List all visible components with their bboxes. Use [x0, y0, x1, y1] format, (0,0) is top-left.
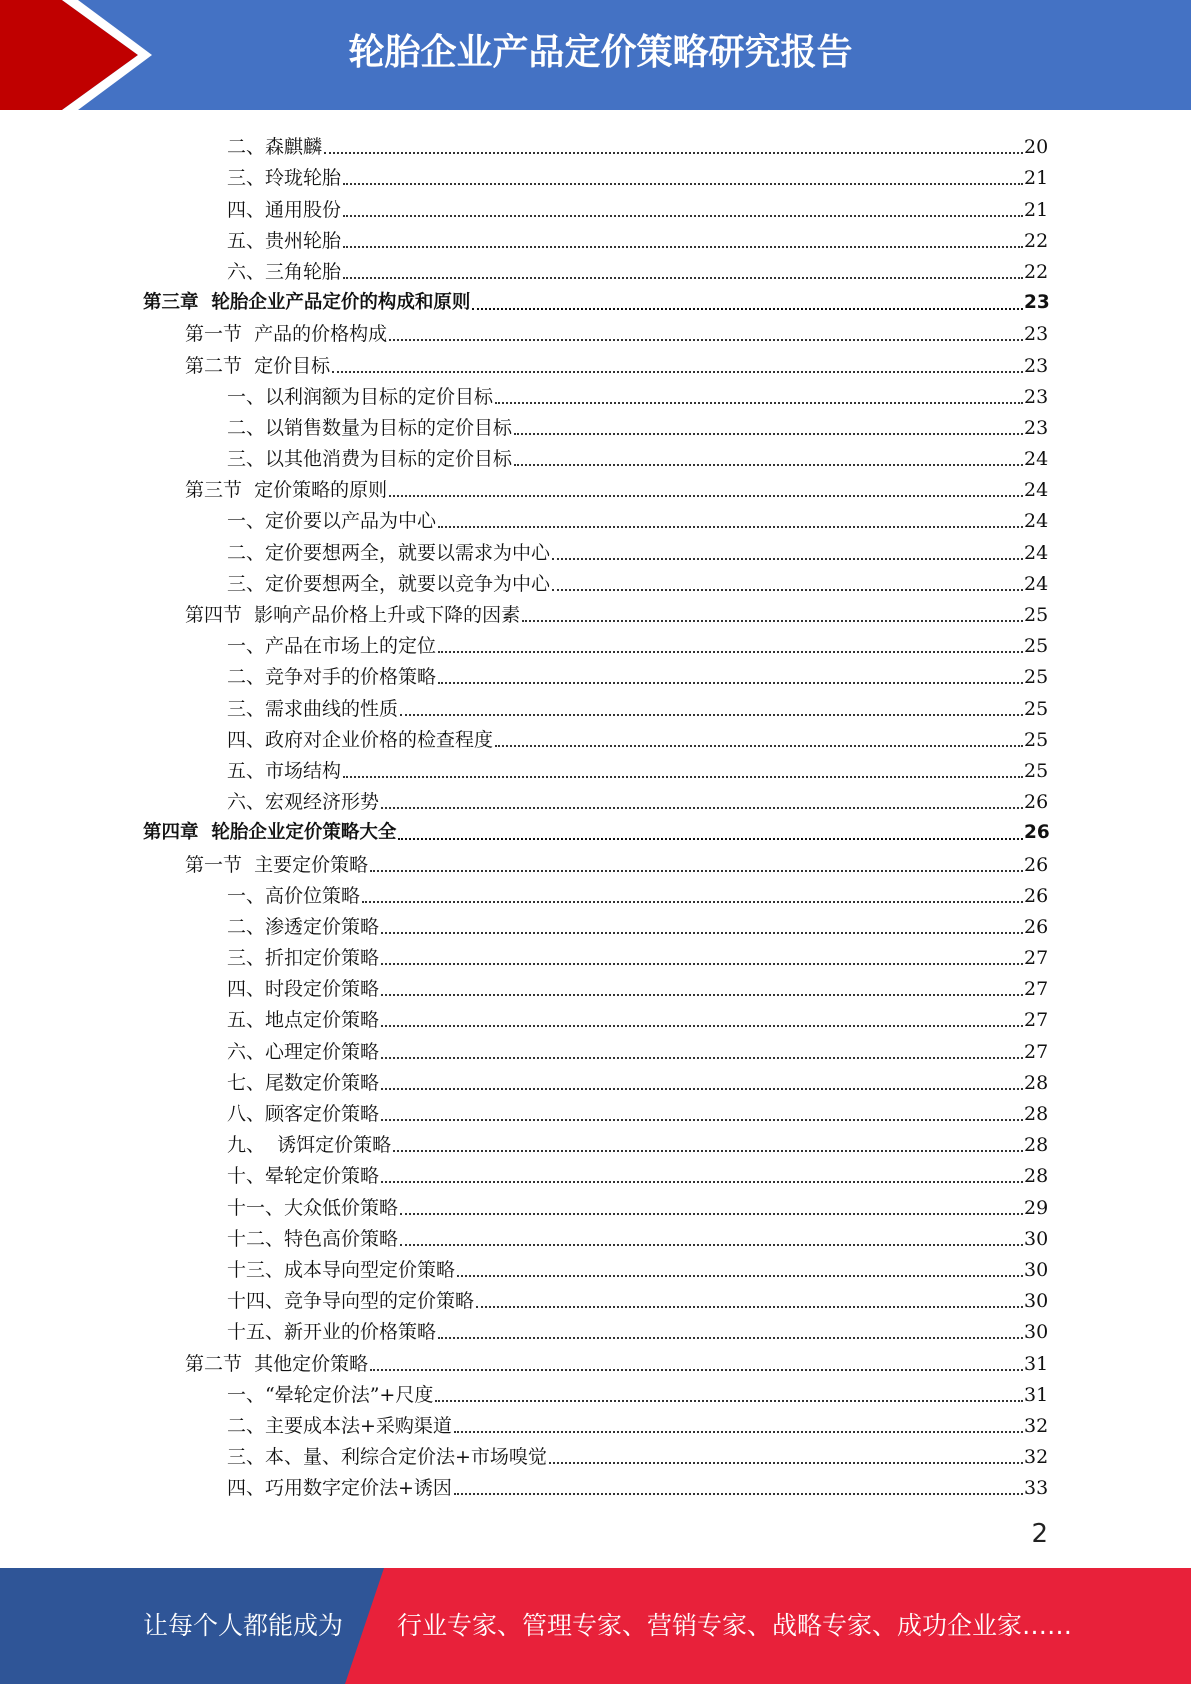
dot-leader: [435, 1400, 1023, 1402]
toc-entry-page: 28: [1024, 1165, 1049, 1188]
page-header: [0, 0, 1191, 110]
toc-entry-page: 26: [1024, 822, 1050, 844]
toc-entry-title: 一、高价位策略: [227, 884, 361, 907]
dot-leader: [472, 308, 1023, 310]
toc-item-entry[interactable]: [0, 1095, 1191, 1126]
toc-item-entry[interactable]: [0, 1313, 1191, 1344]
footer-slogan-left: 让每个人都能成为: [143, 1611, 344, 1640]
dot-leader: [552, 589, 1023, 591]
toc-entry-title: 三、需求曲线的性质: [227, 697, 399, 720]
toc-entry-title: 第二节 其他定价策略: [185, 1352, 369, 1375]
toc-item-entry[interactable]: [0, 783, 1191, 814]
table-of-contents: [0, 128, 1191, 1500]
toc-entry-title: 二、竞争对手的价格策略: [227, 666, 437, 689]
toc-entry-title: 二、定价要想两全，就要以需求为中心: [227, 541, 551, 564]
toc-entry-page: 32: [1024, 1414, 1049, 1437]
toc-item-entry[interactable]: [0, 222, 1191, 253]
dot-leader: [343, 215, 1023, 217]
dot-leader: [438, 682, 1023, 684]
dot-leader: [398, 838, 1023, 840]
toc-item-entry[interactable]: [0, 1220, 1191, 1251]
report-title: 轮胎企业产品定价策略研究报告: [348, 32, 853, 73]
toc-entry-page: 21: [1024, 198, 1049, 221]
toc-entry-title: 三、玲珑轮胎: [227, 167, 342, 190]
toc-entry-title: 二、森麒麟: [227, 136, 323, 159]
toc-entry-title: 四、时段定价策略: [227, 978, 380, 1001]
toc-entry-page: 28: [1024, 1103, 1049, 1125]
dot-leader: [370, 870, 1023, 872]
dot-leader: [381, 1025, 1023, 1027]
toc-entry-page: 26: [1024, 884, 1049, 907]
page-number: 2: [1031, 1519, 1048, 1549]
toc-entry-title: 第四节 影响产品价格上升或下降的因素: [185, 604, 521, 626]
dot-leader: [381, 1119, 1023, 1121]
dot-leader: [438, 526, 1023, 528]
dot-leader: [514, 433, 1023, 435]
dot-leader: [381, 1181, 1023, 1183]
toc-entry-title: 第二节 定价目标: [185, 354, 331, 377]
toc-entry-page: 25: [1024, 728, 1049, 751]
toc-entry-page: 21: [1024, 167, 1049, 190]
toc-entry-title: 六、三角轮胎: [227, 260, 342, 283]
toc-entry-page: 23: [1024, 323, 1049, 346]
toc-entry-page: 26: [1024, 853, 1049, 876]
dot-leader: [400, 1244, 1023, 1246]
toc-item-entry[interactable]: [0, 627, 1191, 658]
toc-entry-title: 六、心理定价策略: [227, 1040, 380, 1063]
toc-entry-title: 十一、大众低价策略: [227, 1196, 399, 1219]
dot-leader: [381, 994, 1023, 996]
toc-entry-page: 20: [1024, 136, 1049, 159]
toc-entry-title: 十、晕轮定价策略: [227, 1165, 380, 1188]
toc-item-entry[interactable]: [0, 752, 1191, 783]
toc-entry-page: 23: [1024, 385, 1049, 408]
toc-item-entry[interactable]: [0, 159, 1191, 190]
toc-item-entry[interactable]: [0, 502, 1191, 533]
toc-entry-page: 27: [1024, 978, 1049, 1001]
toc-entry-page: 30: [1024, 1258, 1049, 1281]
toc-entry-title: 十二、特色高价策略: [227, 1227, 399, 1250]
toc-entry-page: 30: [1024, 1290, 1049, 1313]
dot-leader: [362, 901, 1023, 903]
toc-entry-title: 三、定价要想两全，就要以竞争为中心: [227, 572, 551, 595]
toc-entry-page: 31: [1024, 1352, 1049, 1375]
toc-item-entry[interactable]: [0, 1469, 1191, 1500]
dot-leader: [514, 464, 1023, 466]
toc-entry-title: 三、折扣定价策略: [227, 947, 380, 970]
toc-entry-title: 十四、竞争导向型的定价策略: [227, 1290, 475, 1313]
toc-item-entry[interactable]: [0, 908, 1191, 939]
toc-entry-title: 十三、成本导向型定价策略: [227, 1258, 456, 1281]
dot-leader: [552, 558, 1023, 560]
dot-leader: [495, 402, 1023, 404]
toc-entry-page: 30: [1024, 1227, 1049, 1250]
toc-section-entry[interactable]: [0, 346, 1191, 377]
toc-entry-page: 24: [1024, 448, 1049, 471]
toc-entry-page: 23: [1024, 416, 1049, 439]
dot-leader: [381, 807, 1023, 809]
toc-entry-page: 32: [1024, 1446, 1049, 1469]
toc-item-entry[interactable]: [0, 1126, 1191, 1157]
dot-leader: [343, 776, 1023, 778]
toc-section-entry[interactable]: [0, 845, 1191, 876]
page-footer: [0, 1568, 1191, 1684]
toc-entry-page: 25: [1024, 666, 1049, 689]
toc-entry-title: 五、地点定价策略: [227, 1009, 380, 1032]
dot-leader: [438, 651, 1023, 653]
toc-entry-title: 四、政府对企业价格的检查程度: [227, 728, 494, 751]
toc-entry-title: 九、 诱饵定价策略: [227, 1134, 392, 1157]
dot-leader: [381, 1088, 1023, 1090]
toc-entry-title: 三、本、量、利综合定价法+市场嗅觉: [227, 1446, 547, 1469]
toc-item-entry[interactable]: [0, 128, 1191, 159]
dot-leader: [332, 371, 1023, 373]
toc-entry-page: 27: [1024, 1040, 1049, 1063]
dot-leader: [454, 1431, 1023, 1433]
toc-item-entry[interactable]: [0, 1001, 1191, 1032]
dot-leader: [381, 963, 1023, 965]
toc-entry-title: 六、宏观经济形势: [227, 791, 380, 814]
dot-leader: [476, 1306, 1023, 1308]
toc-entry-title: 十五、新开业的价格策略: [227, 1321, 437, 1344]
toc-entry-page: 30: [1024, 1321, 1049, 1344]
toc-entry-page: 27: [1024, 1009, 1049, 1032]
toc-item-entry[interactable]: [0, 658, 1191, 689]
dot-leader: [438, 1337, 1023, 1339]
toc-entry-page: 33: [1024, 1477, 1049, 1500]
toc-entry-page: 22: [1024, 229, 1049, 252]
toc-entry-title: 三、以其他消费为目标的定价目标: [227, 448, 513, 471]
toc-entry-title: 八、顾客定价策略: [227, 1103, 380, 1125]
toc-section-entry[interactable]: [0, 596, 1191, 627]
toc-item-entry[interactable]: [0, 1032, 1191, 1063]
dot-leader: [370, 1369, 1023, 1371]
toc-entry-title: 一、产品在市场上的定位: [227, 635, 437, 658]
toc-item-entry[interactable]: [0, 1376, 1191, 1407]
toc-entry-title: 四、通用股份: [227, 198, 342, 221]
toc-item-entry[interactable]: [0, 689, 1191, 720]
toc-item-entry[interactable]: [0, 190, 1191, 221]
toc-entry-page: 25: [1024, 604, 1049, 626]
dot-leader: [549, 1462, 1023, 1464]
toc-entry-title: 七、尾数定价策略: [227, 1071, 380, 1094]
toc-item-entry[interactable]: [0, 440, 1191, 471]
dot-leader: [343, 277, 1023, 279]
toc-entry-page: 25: [1024, 635, 1049, 658]
toc-entry-page: 28: [1024, 1071, 1049, 1094]
toc-item-entry[interactable]: [0, 565, 1191, 596]
toc-item-entry[interactable]: [0, 1188, 1191, 1219]
dot-leader: [454, 1493, 1023, 1495]
dot-leader: [495, 745, 1023, 747]
toc-item-entry[interactable]: [0, 1157, 1191, 1188]
dot-leader: [393, 1150, 1023, 1152]
toc-item-entry[interactable]: [0, 721, 1191, 752]
dot-leader: [324, 152, 1023, 154]
toc-item-entry[interactable]: [0, 939, 1191, 970]
toc-entry-page: 31: [1024, 1383, 1049, 1406]
dot-leader: [343, 246, 1023, 248]
toc-entry-page: 29: [1024, 1196, 1049, 1219]
toc-entry-title: 二、渗透定价策略: [227, 915, 380, 938]
toc-item-entry[interactable]: [0, 1438, 1191, 1469]
toc-item-entry[interactable]: [0, 1251, 1191, 1282]
toc-entry-page: 24: [1024, 572, 1049, 595]
dot-leader: [381, 1057, 1023, 1059]
toc-entry-title: 第一节 产品的价格构成: [185, 323, 388, 346]
toc-item-entry[interactable]: [0, 970, 1191, 1001]
toc-entry-page: 28: [1024, 1134, 1049, 1157]
dot-leader: [457, 1275, 1023, 1277]
dot-leader: [389, 339, 1023, 341]
toc-item-entry[interactable]: [0, 1064, 1191, 1095]
toc-entry-page: 26: [1024, 915, 1049, 938]
toc-item-entry[interactable]: [0, 533, 1191, 564]
toc-entry-page: 26: [1024, 791, 1049, 814]
toc-section-entry[interactable]: [0, 471, 1191, 502]
dot-leader: [400, 714, 1023, 716]
toc-entry-page: 23: [1024, 354, 1049, 377]
dot-leader: [400, 1213, 1023, 1215]
dot-leader: [381, 932, 1023, 934]
toc-entry-title: 四、巧用数字定价法+诱因: [227, 1477, 452, 1500]
toc-entry-page: 23: [1024, 292, 1050, 314]
toc-item-entry[interactable]: [0, 409, 1191, 440]
toc-entry-page: 22: [1024, 260, 1049, 283]
toc-entry-title: 五、贵州轮胎: [227, 229, 342, 252]
toc-item-entry[interactable]: [0, 1407, 1191, 1438]
toc-entry-page: 24: [1024, 541, 1049, 564]
toc-entry-page: 25: [1024, 759, 1049, 782]
toc-entry-page: 27: [1024, 947, 1049, 970]
toc-entry-title: 第三节 定价策略的原则: [185, 479, 388, 502]
toc-chapter-entry[interactable]: [0, 814, 1191, 845]
toc-entry-title: 二、以销售数量为目标的定价目标: [227, 416, 513, 439]
toc-entry-title: 二、主要成本法+采购渠道: [227, 1414, 452, 1437]
toc-section-entry[interactable]: [0, 1344, 1191, 1375]
toc-entry-page: 25: [1024, 697, 1049, 720]
footer-slogan-right: 行业专家、管理专家、营销专家、战略专家、成功企业家……: [397, 1611, 1073, 1640]
toc-entry-title: 第四章 轮胎企业定价策略大全: [143, 822, 397, 844]
dot-leader: [522, 620, 1023, 622]
toc-entry-page: 24: [1024, 510, 1049, 533]
toc-item-entry[interactable]: [0, 253, 1191, 284]
toc-entry-title: 第一节 主要定价策略: [185, 853, 369, 876]
toc-item-entry[interactable]: [0, 378, 1191, 409]
toc-item-entry[interactable]: [0, 877, 1191, 908]
toc-item-entry[interactable]: [0, 1282, 1191, 1313]
toc-entry-title: 五、市场结构: [227, 759, 342, 782]
toc-entry-title: 一、“晕轮定价法”+尺度: [227, 1383, 434, 1406]
toc-entry-title: 一、以利润额为目标的定价目标: [227, 385, 494, 408]
dot-leader: [343, 183, 1023, 185]
toc-section-entry[interactable]: [0, 315, 1191, 346]
toc-entry-page: 24: [1024, 479, 1049, 502]
toc-entry-title: 一、定价要以产品为中心: [227, 510, 437, 533]
toc-entry-title: 第三章 轮胎企业产品定价的构成和原则: [143, 292, 471, 314]
toc-chapter-entry[interactable]: [0, 284, 1191, 315]
dot-leader: [389, 495, 1023, 497]
